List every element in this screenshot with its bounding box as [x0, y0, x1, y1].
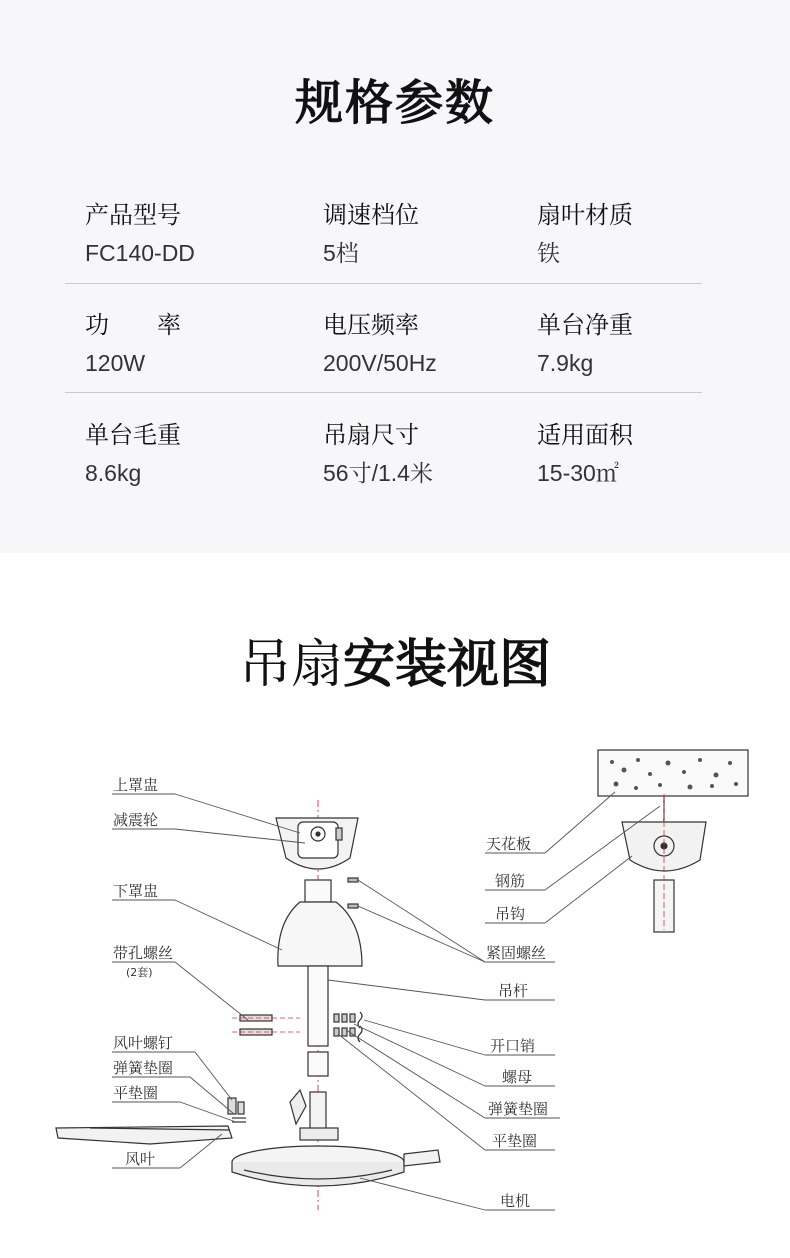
spec-label: 产品型号 [85, 201, 181, 229]
label-hole-screw: 带孔螺丝 [113, 944, 174, 962]
spec-value: 120W [85, 350, 146, 376]
label-blade: 风叶 [125, 1150, 156, 1168]
label-motor: 电机 [500, 1192, 531, 1210]
spec-value: FC140-DD [85, 240, 195, 266]
spec-divider [65, 392, 702, 393]
label-flat-washer-right: 平垫圈 [492, 1132, 538, 1150]
spec-value: 200V/50Hz [323, 350, 437, 376]
spec-cell-power [85, 310, 181, 378]
label-spring-washer-left: 弹簧垫圈 [113, 1059, 174, 1077]
spec-cell-gross-weight [85, 420, 181, 488]
spec-cell-area [537, 420, 633, 488]
spec-label: 单台毛重 [85, 421, 181, 449]
label-spring-washer-right: 弹簧垫圈 [488, 1100, 549, 1118]
spec-value: 5档 [323, 240, 359, 266]
spec-label: 适用面积 [537, 421, 633, 449]
label-ceiling: 天花板 [486, 835, 532, 853]
spec-label: 电压频率 [323, 311, 419, 339]
spec-label: 调速档位 [323, 201, 419, 229]
spec-value: 铁 [537, 240, 560, 266]
spec-value: 15-30㎡ [537, 460, 619, 486]
label-cotter-pin: 开口销 [490, 1037, 536, 1055]
spec-label: 功 率 [85, 311, 181, 339]
label-hook: 吊钩 [495, 905, 526, 923]
label-rod: 吊杆 [498, 982, 529, 1000]
install-title [0, 622, 790, 697]
spec-cell-speed [323, 200, 419, 268]
label-blade-screw: 风叶螺钉 [113, 1034, 174, 1052]
label-hole-screw-note: (2套) [126, 966, 153, 979]
spec-title: 规格参数 [294, 75, 495, 131]
install-title-light: 吊扇 [238, 635, 343, 695]
install-title-bold: 安装视图 [343, 635, 552, 695]
spec-section [0, 0, 790, 553]
label-nut: 螺母 [502, 1068, 533, 1086]
spec-value: 8.6kg [85, 460, 142, 486]
ceiling-slab [598, 750, 748, 796]
spec-label: 吊扇尺寸 [323, 421, 419, 449]
spec-label: 扇叶材质 [537, 201, 633, 229]
spec-cell-net-weight [537, 310, 633, 378]
label-rebar: 钢筋 [495, 872, 526, 890]
label-damper: 减震轮 [113, 811, 159, 829]
spec-label: 单台净重 [537, 311, 633, 339]
label-set-screw: 紧固螺丝 [486, 944, 547, 962]
down-rod [308, 966, 328, 1046]
blade-right [404, 1150, 440, 1166]
spec-cell-model [85, 200, 195, 268]
spec-cell-blade-material [537, 200, 633, 268]
spec-cell-voltage [323, 310, 437, 378]
label-upper-cover: 上罩盅 [113, 776, 159, 794]
spec-divider [65, 283, 702, 284]
label-flat-washer-left: 平垫圈 [113, 1084, 159, 1102]
spec-cell-fan-size [323, 420, 433, 488]
label-lower-cover: 下罩盅 [113, 882, 159, 900]
lower-canopy [278, 902, 362, 966]
install-diagram [0, 730, 790, 1258]
spec-value: 56寸/1.4米 [323, 460, 433, 486]
spec-value: 7.9kg [537, 350, 594, 376]
